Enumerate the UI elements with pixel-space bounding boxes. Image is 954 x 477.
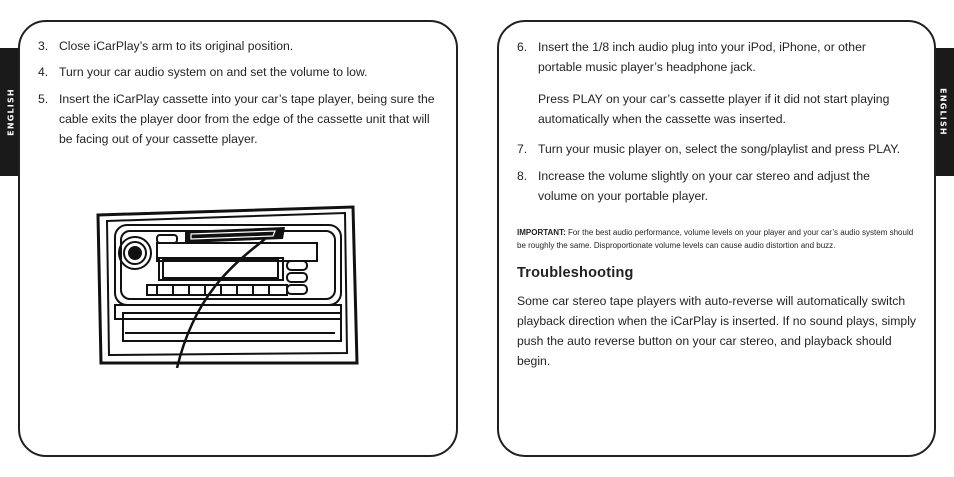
- important-note: [517, 226, 917, 252]
- step-6: 6. Insert the 1/8 inch audio plug into your iPod, iPhone, or other portable music player’s headphone jack.: [517, 40, 866, 74]
- step-5: 5. Insert the iCarPlay cassette into your car’s tape player, being sure the cable exits the player door from the edge of the cassette unit that will be facing out of your cassette player.: [38, 92, 435, 146]
- troubleshooting-heading: Troubleshooting: [517, 265, 634, 281]
- important-text: For the best audio performance, volume levels on your player and your car’s audio system should be roughly the same. Disproportionate volume levels can cause audio distortion and buzz.: [517, 228, 914, 250]
- step-4: 4. Turn your car audio system on and set the volume to low.: [38, 65, 368, 79]
- language-tab-label: ENGLISH: [6, 88, 16, 136]
- step-8: 8. Increase the volume slightly on your car stereo and adjust the volume on your portable player.: [517, 169, 870, 203]
- step-3: 3. Close iCarPlay’s arm to its original position.: [38, 39, 294, 53]
- troubleshooting-text: Some car stereo tape players with auto-reverse will automatically switch playback direction when the iCarPlay is inserted. If no sound plays, simply push the auto reverse button on your car stereo, and playback should begin.: [517, 294, 916, 368]
- step-7: 7. Turn your music player on, select the song/playlist and press PLAY.: [517, 142, 901, 156]
- language-tab-label: ENGLISH: [938, 88, 948, 136]
- car-stereo-illustration: [95, 203, 361, 368]
- important-label: IMPORTANT:: [517, 228, 566, 237]
- step-6-continued: Press PLAY on your car’s cassette player if it did not start playing automatically when the cassette was inserted.: [538, 92, 890, 126]
